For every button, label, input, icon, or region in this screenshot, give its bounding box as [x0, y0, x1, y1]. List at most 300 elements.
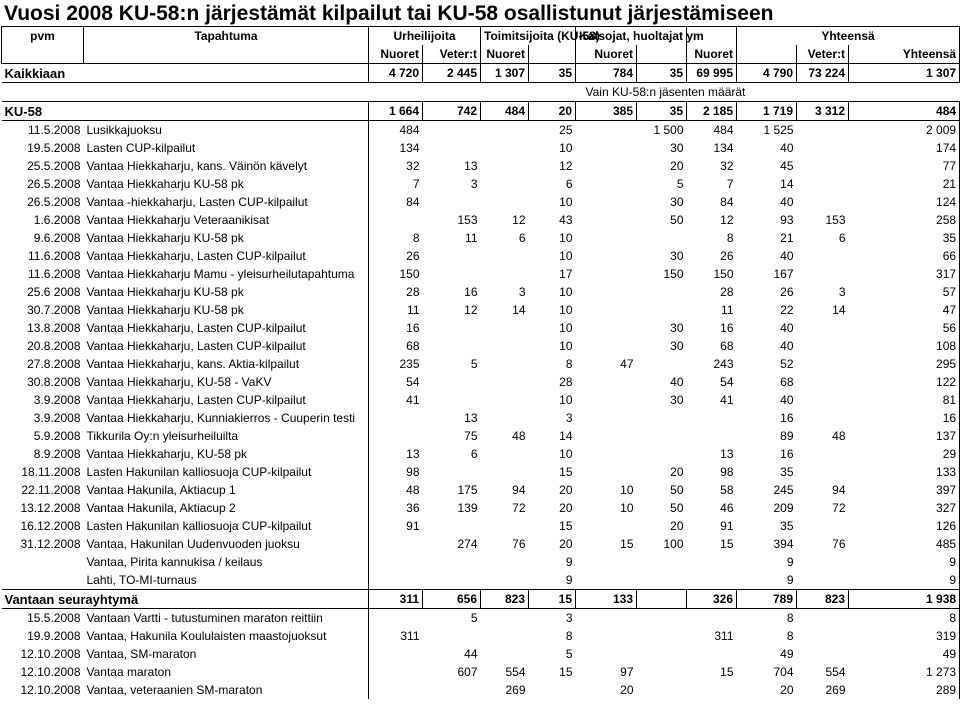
- event-date: 13.8.2008: [27, 320, 81, 335]
- table-row: [2, 229, 960, 247]
- event-value: 289: [849, 681, 960, 699]
- event-value: 68: [720, 338, 734, 353]
- event-value: [797, 571, 849, 590]
- event-name: Vantaa Hiekkaharju Mamu - yleisurheilutapahtuma: [84, 265, 369, 283]
- header-toimitsijoita: Toimitsijoita (KU-58): [481, 27, 576, 46]
- event-value: 235: [399, 356, 420, 371]
- event-value: [637, 663, 687, 681]
- note-empty: [369, 83, 423, 102]
- event-value: [637, 681, 687, 699]
- event-value: 15: [559, 464, 573, 479]
- event-value: [369, 535, 423, 553]
- event-value: [797, 463, 849, 481]
- event-date: 3.9.2008: [33, 392, 81, 407]
- event-date: 31.12.2008: [20, 536, 81, 551]
- event-value: [576, 517, 637, 535]
- table-row: [2, 121, 960, 140]
- event-value: 10: [559, 284, 573, 299]
- event-value: 14: [512, 302, 526, 317]
- event-value: 47: [620, 356, 634, 371]
- event-value: 10: [559, 446, 573, 461]
- event-value: 28: [559, 374, 573, 389]
- ku58-row-value: 484: [849, 102, 960, 121]
- event-value: 76: [512, 536, 526, 551]
- note-empty: [481, 83, 529, 102]
- event-value: [576, 571, 637, 590]
- event-date: 12.10.2008: [20, 664, 81, 679]
- event-value: 6: [470, 446, 478, 461]
- event-value: [423, 517, 481, 535]
- event-name: Vantaa, Hakunila Koululaisten maastojuoksut: [84, 627, 369, 645]
- event-date: 11.6.2008: [28, 266, 81, 281]
- event-value: 40: [780, 140, 794, 155]
- event-name: Vantaa Hiekkaharju, Kunniakierros - Cuuperin testi: [84, 409, 369, 427]
- event-value: [576, 337, 637, 355]
- event-date: 19.9.2008: [27, 628, 81, 643]
- event-value: 77: [849, 157, 960, 175]
- event-value: [797, 175, 849, 193]
- note-empty: [84, 83, 369, 102]
- table-row: [2, 175, 960, 193]
- event-date: 16.12.2008: [20, 518, 81, 533]
- event-value: [576, 373, 637, 391]
- data-table: [1, 26, 960, 699]
- event-name: Vantaa maraton: [84, 663, 369, 681]
- event-value: 9: [849, 571, 960, 590]
- event-value: 21: [849, 175, 960, 193]
- event-date: 11.6.2008: [28, 248, 81, 263]
- event-value: 14: [832, 302, 846, 317]
- event-name: Vantaa, Hakunilan Uudenvuoden juoksu: [84, 535, 369, 553]
- event-value: 97: [620, 664, 634, 679]
- event-value: 10: [559, 392, 573, 407]
- event-value: 8: [849, 609, 960, 628]
- event-value: [687, 427, 737, 445]
- event-value: [687, 409, 737, 427]
- event-value: 311: [714, 628, 734, 643]
- event-value: [797, 247, 849, 265]
- kaikkiaan-row-value: 35: [637, 64, 687, 83]
- table-row: [2, 481, 960, 499]
- subheader-3: Nuoret: [576, 45, 637, 64]
- event-value: 2 009: [849, 121, 960, 140]
- header-urheilijoita: Urheilijoita: [369, 27, 481, 46]
- event-date: 3.9.2008: [33, 410, 81, 425]
- event-value: 68: [780, 374, 794, 389]
- event-value: 14: [559, 428, 573, 443]
- event-value: 35: [849, 229, 960, 247]
- event-value: [576, 139, 637, 157]
- event-date: 30.7.2008: [27, 302, 81, 317]
- event-value: 14: [780, 176, 794, 191]
- event-value: [687, 645, 737, 663]
- event-name: Vantaa Hiekkaharju, Lasten CUP-kilpailut: [84, 247, 369, 265]
- event-value: 6: [518, 230, 526, 245]
- event-name: Vantaa Hiekkaharju, KU-58 - VaKV: [84, 373, 369, 391]
- event-value: [423, 463, 481, 481]
- event-value: [481, 445, 529, 463]
- table-row: [2, 571, 960, 590]
- event-value: [423, 553, 481, 571]
- event-value: 48: [406, 482, 420, 497]
- event-value: [576, 247, 637, 265]
- event-name: Vantaa Hiekkaharju, Lasten CUP-kilpailut: [84, 319, 369, 337]
- event-value: 126: [849, 517, 960, 535]
- kaikkiaan-row-value: 73 224: [797, 64, 849, 83]
- event-value: [637, 645, 687, 663]
- event-value: [576, 609, 637, 628]
- event-value: 40: [780, 338, 794, 353]
- event-value: 20: [670, 158, 684, 173]
- event-value: 50: [670, 500, 684, 515]
- event-value: [576, 157, 637, 175]
- event-value: [797, 645, 849, 663]
- seurayhtyma-row-value: 823: [481, 590, 529, 609]
- event-name: Vantaa Hiekkaharju, Lasten CUP-kilpailut: [84, 337, 369, 355]
- event-value: 12: [559, 158, 573, 173]
- kaikkiaan-row-value: 35: [529, 64, 576, 83]
- event-name: Vantaa -hiekkaharju, Lasten CUP-kilpailut: [84, 193, 369, 211]
- event-date: [2, 553, 84, 571]
- header-katsojat: Katsojat, huoltajat ym: [576, 27, 687, 46]
- event-value: 150: [713, 266, 734, 281]
- event-value: 5: [470, 610, 478, 625]
- event-value: [481, 409, 529, 427]
- subheader-6: Yhteensä: [849, 45, 960, 64]
- event-value: 41: [406, 392, 420, 407]
- ku58-row-value: 20: [529, 102, 576, 121]
- event-name: Vantaa Hakunila, Aktiacup 2: [84, 499, 369, 517]
- event-value: 8: [565, 628, 573, 643]
- event-value: 295: [849, 355, 960, 373]
- event-date: 5.9.2008: [33, 428, 81, 443]
- event-value: 30: [670, 140, 684, 155]
- table-row: [2, 355, 960, 373]
- kaikkiaan-row-value: 69 995: [687, 64, 737, 83]
- event-value: [576, 193, 637, 211]
- event-value: 100: [663, 536, 684, 551]
- ku58-row-value: 484: [481, 102, 529, 121]
- event-value: 76: [832, 536, 846, 551]
- event-value: 20: [559, 500, 573, 515]
- event-date: 1.6.2008: [33, 212, 81, 227]
- event-value: 243: [713, 356, 734, 371]
- event-value: [637, 609, 687, 628]
- event-name: Lasten Hakunilan kalliosuoja CUP-kilpailut: [84, 463, 369, 481]
- event-value: [369, 571, 423, 590]
- event-date: 19.5.2008: [27, 140, 81, 155]
- event-value: 52: [780, 356, 794, 371]
- kaikkiaan-row-value: 1 307: [481, 64, 529, 83]
- event-value: 5: [470, 356, 478, 371]
- event-value: 10: [559, 302, 573, 317]
- subheader-row: [2, 45, 960, 64]
- event-value: [576, 283, 637, 301]
- event-value: [797, 517, 849, 535]
- event-value: [576, 463, 637, 481]
- event-value: 30: [670, 248, 684, 263]
- event-value: [423, 265, 481, 283]
- event-value: [481, 609, 529, 628]
- event-value: [797, 373, 849, 391]
- kaikkiaan-row-value: 4 790: [737, 64, 797, 83]
- event-value: 49: [849, 645, 960, 663]
- event-value: 133: [849, 463, 960, 481]
- event-value: 122: [849, 373, 960, 391]
- event-value: 46: [720, 500, 734, 515]
- seurayhtyma-row-value: [637, 590, 687, 609]
- event-value: [637, 283, 687, 301]
- event-value: 50: [670, 482, 684, 497]
- event-value: [797, 319, 849, 337]
- table-row: [2, 211, 960, 229]
- event-value: 175: [457, 482, 478, 497]
- event-value: 26: [406, 248, 420, 263]
- event-value: 11: [465, 230, 478, 245]
- event-date: 18.11.2008: [21, 464, 81, 479]
- event-value: 269: [825, 682, 846, 697]
- event-value: 43: [559, 212, 573, 227]
- event-value: 91: [406, 518, 420, 533]
- event-value: [576, 301, 637, 319]
- event-value: 47: [849, 301, 960, 319]
- event-value: 167: [773, 266, 794, 281]
- event-value: [576, 409, 637, 427]
- event-value: 1 273: [849, 663, 960, 681]
- event-value: 8: [726, 230, 734, 245]
- event-value: 8: [786, 610, 794, 625]
- event-value: 8: [786, 628, 794, 643]
- event-value: 75: [464, 428, 478, 443]
- event-value: [369, 409, 423, 427]
- event-value: [687, 681, 737, 699]
- event-name: Lusikkajuoksu: [84, 121, 369, 140]
- event-value: 48: [512, 428, 526, 443]
- event-value: 209: [773, 500, 794, 515]
- event-value: 20: [620, 682, 634, 697]
- event-name: Vantaa Hiekkaharju, kans. Väinön kävelyt: [84, 157, 369, 175]
- event-value: [576, 553, 637, 571]
- event-value: 394: [773, 536, 794, 551]
- event-value: 153: [825, 212, 846, 227]
- event-value: 41: [720, 392, 734, 407]
- event-value: 7: [726, 176, 734, 191]
- event-date: 25.5.2008: [27, 158, 81, 173]
- event-value: 9: [849, 553, 960, 571]
- event-value: 10: [559, 248, 573, 263]
- event-value: 245: [773, 482, 794, 497]
- event-value: [576, 645, 637, 663]
- ku58-row: [2, 102, 960, 121]
- event-value: [797, 157, 849, 175]
- event-value: 10: [559, 194, 573, 209]
- event-value: [576, 175, 637, 193]
- ku58-row-value: 2 185: [687, 102, 737, 121]
- event-name: Vantaa, veteraanien SM-maraton: [84, 681, 369, 699]
- event-value: 54: [406, 374, 420, 389]
- event-value: 5: [676, 176, 684, 191]
- event-value: 40: [780, 194, 794, 209]
- event-value: 8: [412, 230, 420, 245]
- event-value: 10: [559, 140, 573, 155]
- table-row: [2, 337, 960, 355]
- event-value: 68: [406, 338, 420, 353]
- event-value: 9: [565, 554, 573, 569]
- event-value: 13: [464, 410, 478, 425]
- event-value: [797, 121, 849, 140]
- event-date: 22.11.2008: [21, 482, 81, 497]
- event-value: [576, 391, 637, 409]
- ku58-row-value: 1 719: [737, 102, 797, 121]
- event-value: [481, 355, 529, 373]
- subheader-5: Veter:t: [797, 45, 849, 64]
- event-value: [481, 247, 529, 265]
- event-value: 20: [559, 482, 573, 497]
- event-value: 3: [838, 284, 846, 299]
- event-value: [797, 445, 849, 463]
- event-name: Vantaa Hiekkaharju, kans. Aktia-kilpailut: [84, 355, 369, 373]
- event-value: 35: [780, 518, 794, 533]
- event-date: [2, 571, 84, 590]
- event-value: [637, 427, 687, 445]
- event-value: 12: [720, 212, 734, 227]
- event-value: 7: [412, 176, 420, 191]
- event-value: [576, 229, 637, 247]
- event-value: 56: [849, 319, 960, 337]
- event-value: [481, 265, 529, 283]
- event-value: 93: [780, 212, 794, 227]
- event-name: Vantaa Hiekkaharju KU-58 pk: [84, 301, 369, 319]
- event-value: [797, 627, 849, 645]
- event-value: 13: [720, 446, 734, 461]
- event-value: [797, 337, 849, 355]
- event-value: [423, 121, 481, 140]
- event-value: [797, 553, 849, 571]
- event-value: 89: [780, 428, 794, 443]
- event-value: 3: [518, 284, 526, 299]
- event-value: 124: [849, 193, 960, 211]
- table-row: [2, 553, 960, 571]
- seurayhtyma-row-value: 133: [576, 590, 637, 609]
- event-value: [423, 571, 481, 590]
- event-value: 16: [849, 409, 960, 427]
- event-value: [481, 517, 529, 535]
- event-value: 5: [565, 646, 573, 661]
- header-yhteensa: Yhteensä: [737, 27, 960, 46]
- event-value: [797, 355, 849, 373]
- event-value: 317: [849, 265, 960, 283]
- event-value: 32: [720, 158, 734, 173]
- event-value: 15: [559, 518, 573, 533]
- seurayhtyma-row-value: 823: [797, 590, 849, 609]
- event-date: 8.9.2008: [33, 446, 81, 461]
- ku58-row-value: 3 312: [797, 102, 849, 121]
- event-value: 16: [780, 446, 794, 461]
- event-value: [369, 645, 423, 663]
- event-value: 26: [720, 248, 734, 263]
- event-value: 30: [670, 194, 684, 209]
- event-value: 397: [849, 481, 960, 499]
- event-value: [797, 409, 849, 427]
- note-empty: [423, 83, 481, 102]
- kaikkiaan-row: [2, 64, 960, 83]
- event-value: 49: [780, 646, 794, 661]
- event-value: 40: [670, 374, 684, 389]
- event-value: 484: [399, 122, 420, 137]
- table-row: [2, 463, 960, 481]
- event-value: [369, 553, 423, 571]
- event-name: Lasten CUP-kilpailut: [84, 139, 369, 157]
- event-date: 13.12.2008: [20, 500, 81, 515]
- event-value: [576, 627, 637, 645]
- members-note: Vain KU-58:n jäsenten määrät: [585, 84, 746, 99]
- event-value: 50: [670, 212, 684, 227]
- header-pvm: pvm: [2, 27, 84, 46]
- event-value: 16: [720, 320, 734, 335]
- seurayhtyma-row-label: Vantaan seurayhtymä: [2, 590, 369, 609]
- event-value: [481, 463, 529, 481]
- event-value: [481, 391, 529, 409]
- event-value: 32: [406, 158, 420, 173]
- event-value: 10: [559, 338, 573, 353]
- event-value: 48: [832, 428, 846, 443]
- event-value: 54: [720, 374, 734, 389]
- seurayhtyma-row-value: 1 938: [849, 590, 960, 609]
- subheader-0: Nuoret: [369, 45, 423, 64]
- event-date: 9.6.2008: [33, 230, 81, 245]
- event-value: 10: [620, 482, 634, 497]
- event-value: 3: [565, 410, 573, 425]
- event-value: [576, 265, 637, 283]
- event-value: [423, 373, 481, 391]
- event-value: [423, 247, 481, 265]
- kaikkiaan-row-value: 1 307: [849, 64, 960, 83]
- subheader-4: Nuoret: [687, 45, 737, 64]
- event-value: 137: [849, 427, 960, 445]
- event-name: Lahti, TO-MI-turnaus: [84, 571, 369, 590]
- event-value: 44: [464, 646, 478, 661]
- table-row: [2, 681, 960, 699]
- event-value: [423, 627, 481, 645]
- event-value: 84: [720, 194, 734, 209]
- event-value: 20: [559, 536, 573, 551]
- event-value: 66: [849, 247, 960, 265]
- event-value: 21: [780, 230, 794, 245]
- event-value: 269: [505, 682, 526, 697]
- event-value: 29: [849, 445, 960, 463]
- event-value: [423, 193, 481, 211]
- event-value: 108: [849, 337, 960, 355]
- event-value: [481, 139, 529, 157]
- event-value: 9: [786, 572, 794, 587]
- event-value: 13: [464, 158, 478, 173]
- event-value: [797, 139, 849, 157]
- table-row: [2, 139, 960, 157]
- event-value: [637, 571, 687, 590]
- event-value: 30: [670, 392, 684, 407]
- event-value: 704: [773, 664, 794, 679]
- event-date: 15.5.2008: [27, 610, 81, 625]
- event-date: 26.5.2008: [27, 176, 81, 191]
- event-name: Vantaa, SM-maraton: [84, 645, 369, 663]
- note-empty: [2, 83, 84, 102]
- event-value: 20: [780, 682, 794, 697]
- event-name: Vantaa Hiekkaharju, KU-58 pk: [84, 445, 369, 463]
- event-value: 45: [780, 158, 794, 173]
- event-value: 72: [512, 500, 526, 515]
- table-row: [2, 517, 960, 535]
- event-value: 12: [512, 212, 526, 227]
